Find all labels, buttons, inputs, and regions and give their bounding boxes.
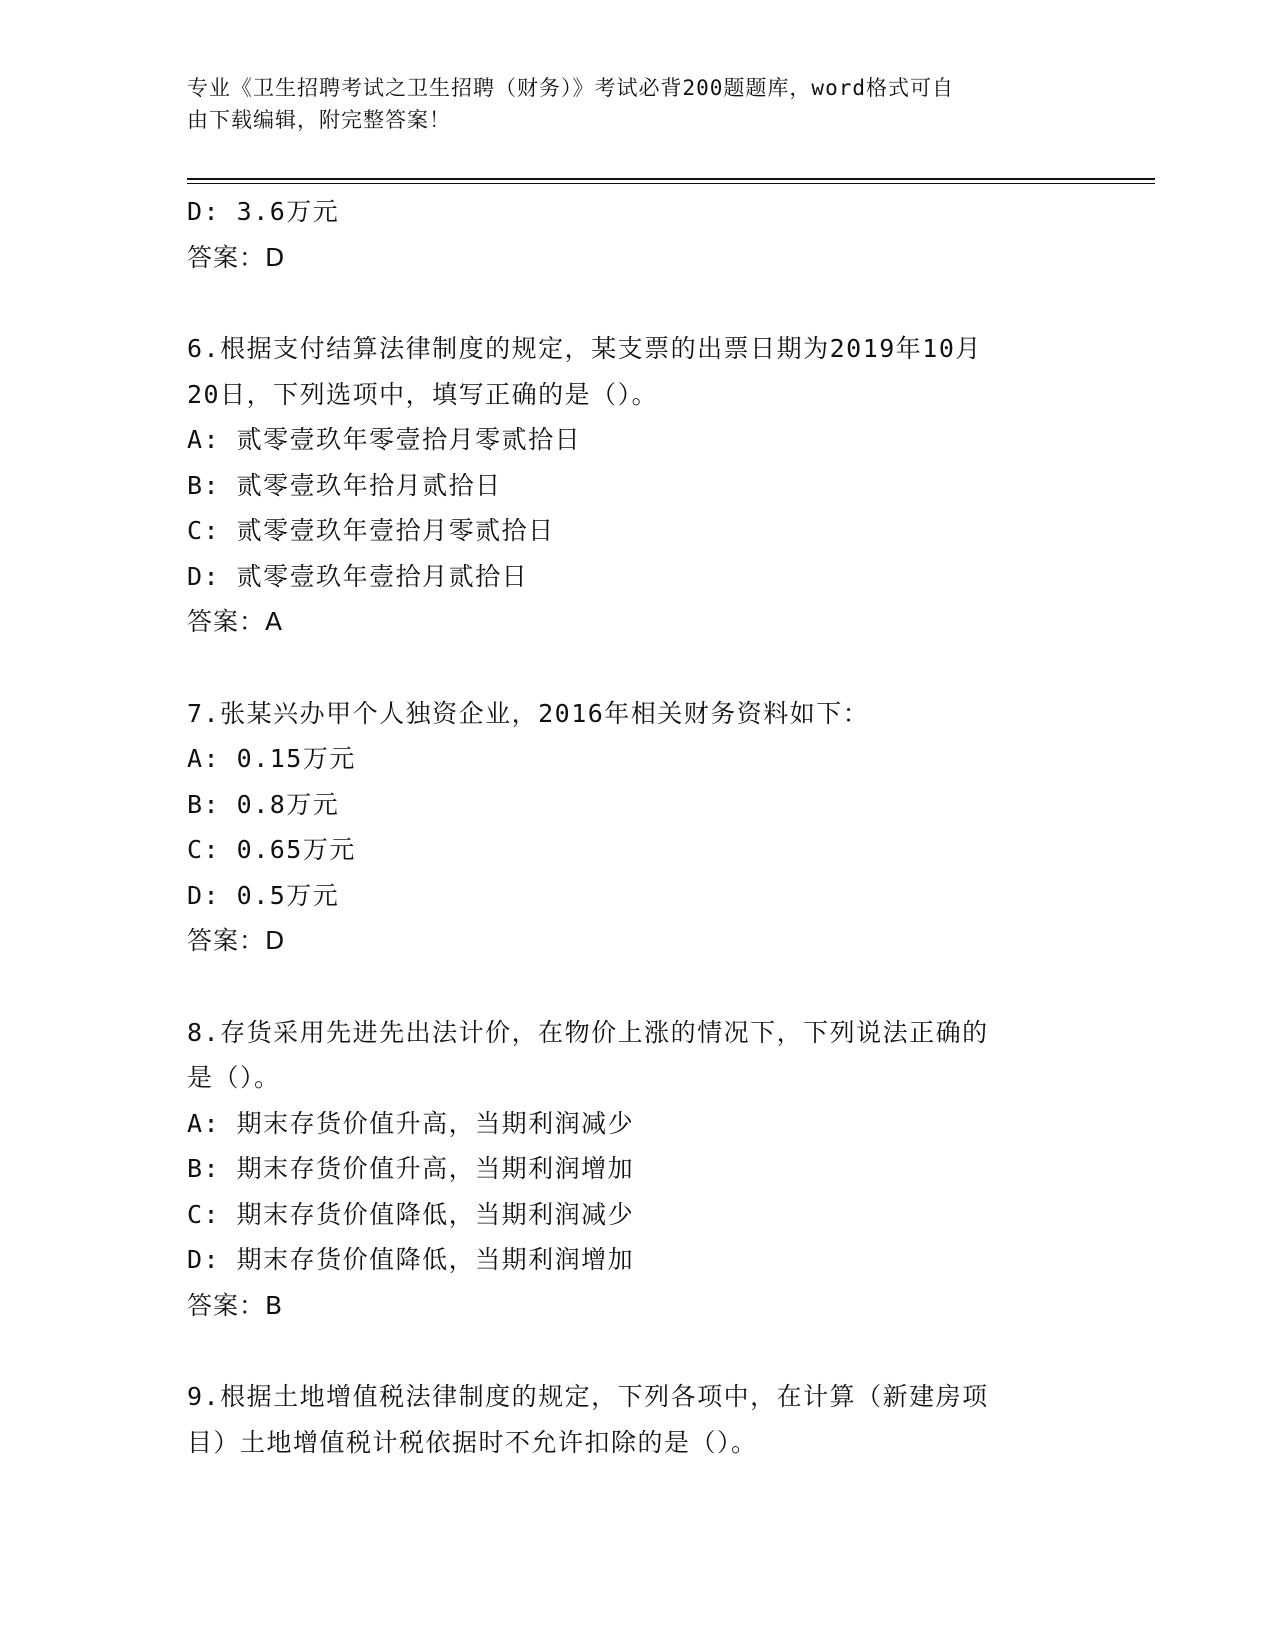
option-a: A: 期末存货价值升高，当期利润减少 [187, 1108, 635, 1138]
question-stem-line-1: 9.根据土地增值税法律制度的规定，下列各项中，在计算（新建房项 [187, 1382, 989, 1411]
question-9 [187, 1374, 1067, 1465]
question-6 [187, 326, 1067, 645]
header-title-line-1: 专业《卫生招聘考试之卫生招聘（财务）》考试必背200题题库，word格式可自 [187, 76, 954, 100]
question-stem-line-2: 是（）。 [187, 1063, 281, 1092]
question-7 [187, 691, 1067, 964]
spacer [187, 280, 1067, 326]
answer-line: 答案：D [187, 242, 286, 272]
option-a: A: 0.15万元 [187, 744, 356, 773]
option-c: C: 期末存货价值降低，当期利润减少 [187, 1199, 635, 1229]
question-5-tail [187, 189, 1067, 280]
option-d: D: 期末存货价值降低，当期利润增加 [187, 1245, 635, 1274]
option-d: D: 贰零壹玖年壹拾月贰拾日 [187, 561, 529, 591]
header-title-line-2: 由下载编辑，附完整答案！ [187, 108, 451, 132]
option-b: B: 期末存货价值升高，当期利润增加 [187, 1154, 635, 1183]
header-divider-thin [187, 183, 1155, 184]
question-8 [187, 1010, 1067, 1329]
question-stem-line-1: 7.张某兴办甲个人独资企业，2016年相关财务资料如下： [187, 698, 870, 728]
option-c: C: 0.65万元 [187, 835, 356, 864]
option-b: B: 贰零壹玖年拾月贰拾日 [187, 470, 502, 500]
option-c: C: 贰零壹玖年壹拾月零贰拾日 [187, 516, 555, 545]
question-stem-line-1: 6.根据支付结算法律制度的规定，某支票的出票日期为2019年10月 [187, 334, 982, 363]
spacer [187, 1328, 1067, 1374]
option-d: D: 3.6万元 [187, 197, 340, 226]
answer-line: 答案：D [187, 926, 286, 955]
document-body [187, 189, 1067, 1465]
option-d: D: 0.5万元 [187, 880, 340, 910]
document-header [187, 72, 1067, 136]
answer-line: 答案：B [187, 1290, 284, 1320]
spacer [187, 645, 1067, 691]
spacer [187, 964, 1067, 1010]
question-stem-line-2: 目）土地增值税计税依据时不允许扣除的是（）。 [187, 1427, 758, 1457]
option-b: B: 0.8万元 [187, 789, 340, 819]
question-stem-line-2: 20日，下列选项中，填写正确的是（）。 [187, 379, 659, 409]
option-a: A: 贰零壹玖年零壹拾月零贰拾日 [187, 425, 582, 454]
question-stem-line-1: 8.存货采用先进先出法计价，在物价上涨的情况下，下列说法正确的 [187, 1017, 989, 1047]
answer-line: 答案：A [187, 607, 284, 636]
header-divider-thick [187, 178, 1155, 180]
